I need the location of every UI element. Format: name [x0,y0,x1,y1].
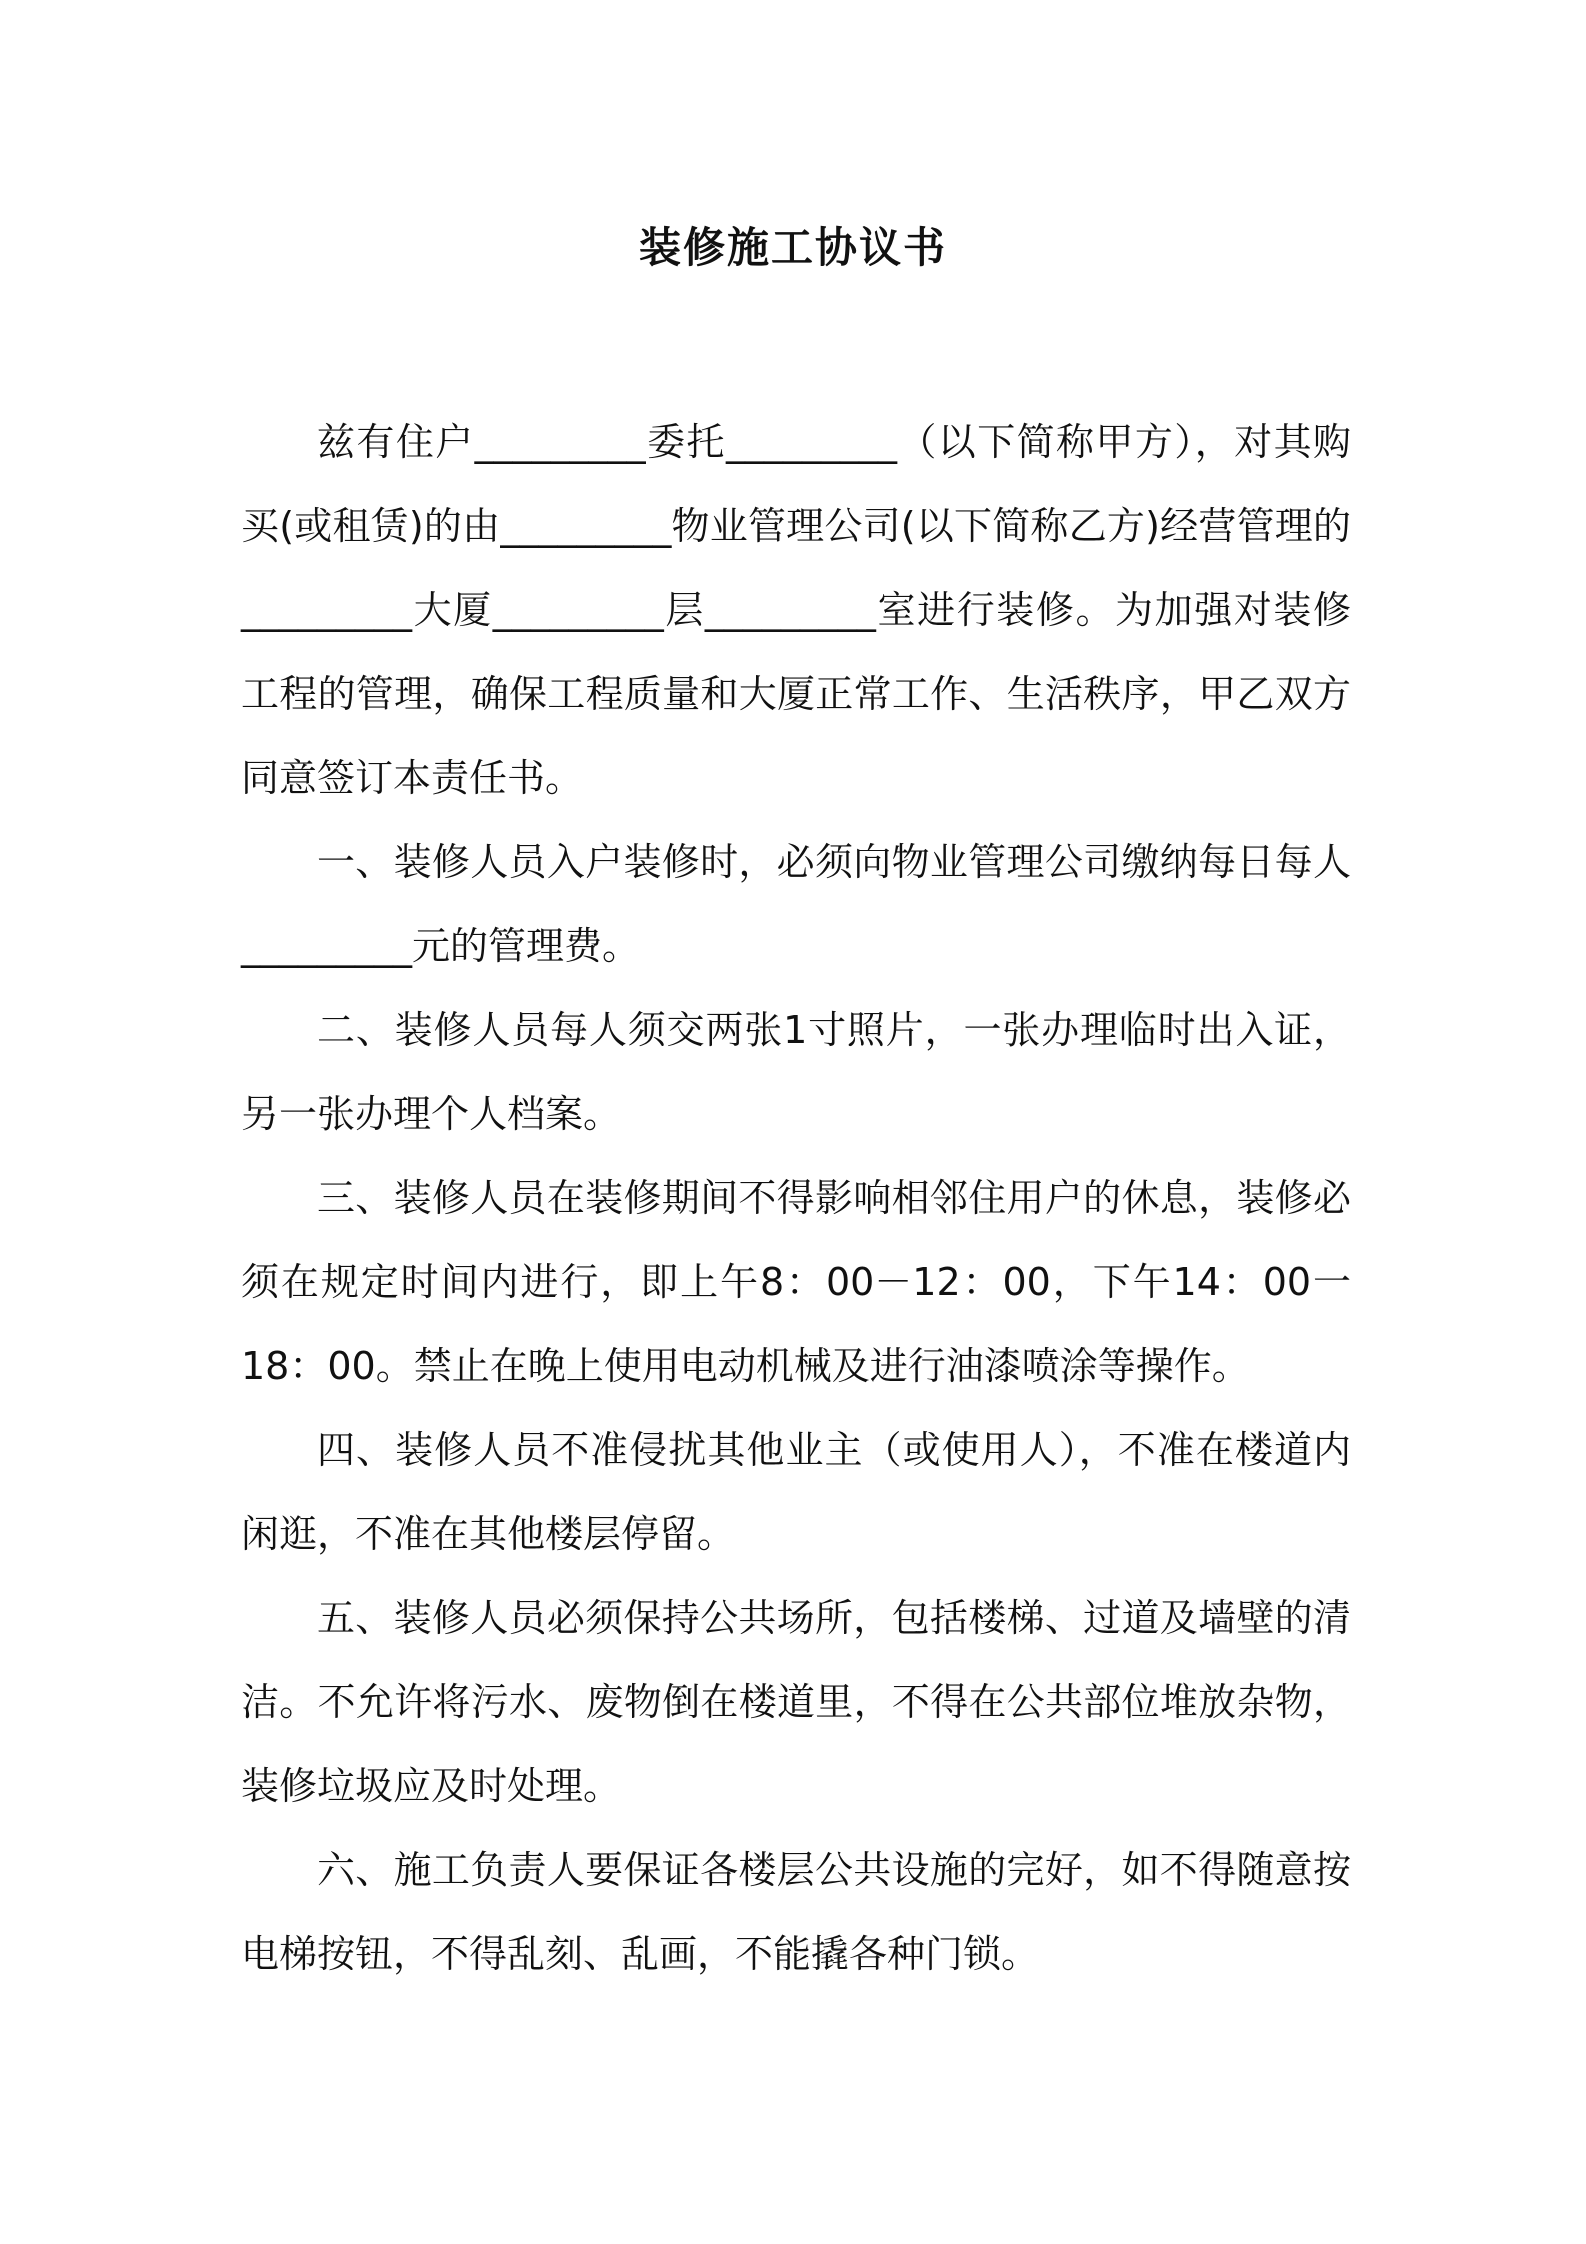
paragraph-clause-1: 一、装修人员入户装修时，必须向物业管理公司缴纳每日每人_________元的管理费。 [241,840,1351,968]
document-body [241,400,1351,1996]
document-title: 装修施工协议书 [638,223,947,272]
paragraph-clause-2: 二、装修人员每人须交两张1寸照片，一张办理临时出入证，另一张办理个人档案。 [241,1008,1351,1136]
paragraph-clause-3: 三、装修人员在装修期间不得影响相邻住用户的休息，装修必须在规定时间内进行，即上午8：00－12：00，下午14：00一18：00。禁止在晚上使用电动机械及进行油漆喷涂等操作。 [241,1176,1351,1388]
paragraph-preamble: 兹有住户_________委托_________（以下简称甲方），对其购买(或租赁)的由_________物业管理公司(以下简称乙方)经营管理的_________大厦_________层_________室进行装修。为加强对装修工程的管理，确保工程质量和大厦正常工作、生活秩序，甲乙双方同意签订本责任书。 [241,420,1351,800]
paragraph-clause-4: 四、装修人员不准侵扰其他业主（或使用人），不准在楼道内闲逛，不准在其他楼层停留。 [241,1428,1351,1556]
paragraph-clause-6: 六、施工负责人要保证各楼层公共设施的完好，如不得随意按电梯按钮，不得乱刻、乱画，不能撬各种门锁。 [241,1848,1351,1976]
paragraph-clause-5: 五、装修人员必须保持公共场所，包括楼梯、过道及墙壁的清洁。不允许将污水、废物倒在楼道里，不得在公共部位堆放杂物，装修垃圾应及时处理。 [241,1596,1351,1808]
